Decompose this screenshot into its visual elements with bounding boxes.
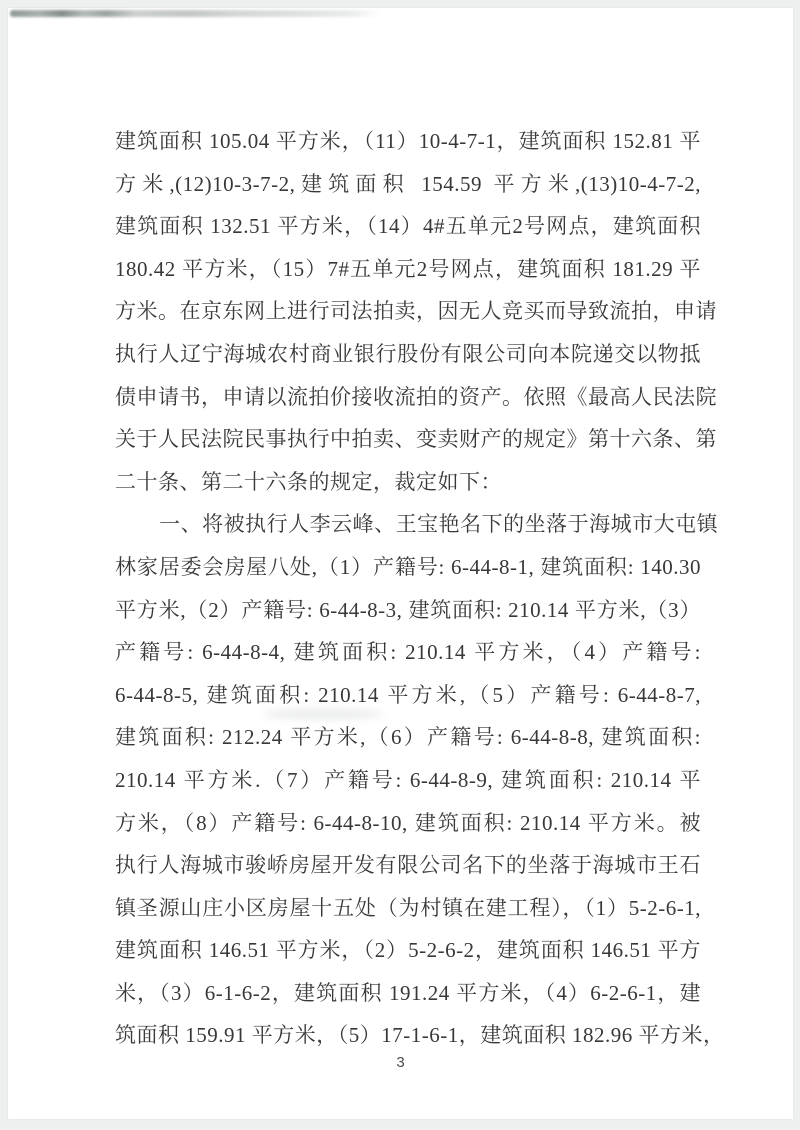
text-line: 产籍号: 6-44-8-4, 建筑面积: 210.14 平方米，（4）产籍号: [115,640,701,665]
page-number: 3 [396,1054,405,1071]
text-line: 方米。在京东网上进行司法拍卖，因无人竞买而导致流拍，申请 [115,299,717,324]
text-line: 建筑面积 146.51 平方米，（2）5-2-6-2，建筑面积 146.51 平方 [115,938,701,963]
text-line: 林家居委会房屋八处,（1）产籍号: 6-44-8-1, 建筑面积: 140.30 [115,554,701,579]
scan-smudge-artifact [10,10,380,17]
text-line: 执行人海城市骏峤房屋开发有限公司名下的坐落于海城市王石 [115,853,701,878]
text-line: 平方米,（2）产籍号: 6-44-8-3, 建筑面积: 210.14 平方米,（3） [115,597,701,622]
text-line: 建筑面积 132.51 平方米，（14）4#五单元2号网点，建筑面积 [115,214,701,239]
document-page [8,8,793,1119]
text-line: 二十条、第二十六条的规定，裁定如下： [115,469,502,494]
text-line: 方米,(12)10-3-7-2,建筑面积 154.59 平方米,(13)10-4-7-2, [115,171,701,196]
text-line: 一、将被执行人李云峰、王宝艳名下的坐落于海城市大屯镇 [159,512,719,537]
text-line: 债申请书，申请以流拍价接收流拍的资产。依照《最高人民法院 [115,384,717,409]
text-line: 6-44-8-5, 建筑面积: 210.14 平方米,（5）产籍号: 6-44-8-7, [115,682,701,707]
document-body [115,120,725,1057]
text-line: 建筑面积 105.04 平方米，（11）10-4-7-1，建筑面积 152.81 平 [115,129,701,153]
text-line: 方米，（8）产籍号: 6-44-8-10, 建筑面积: 210.14 平方米。被 [115,810,701,835]
text-line: 筑面积 159.91 平方米，（5）17-1-6-1，建筑面积 182.96 平方米， [115,1023,725,1048]
text-line: 210.14 平方米.（7）产籍号: 6-44-8-9, 建筑面积: 210.14 平 [115,767,701,792]
text-line: 建筑面积: 212.24 平方米,（6）产籍号: 6-44-8-8, 建筑面积: [115,725,701,750]
text-line: 镇圣源山庄小区房屋十五处（为村镇在建工程），（1）5-2-6-1, [115,895,701,920]
text-line: 关于人民法院民事执行中拍卖、变卖财产的规定》第十六条、第 [115,427,717,452]
text-line: 米，（3）6-1-6-2，建筑面积 191.24 平方米，（4）6-2-6-1，建 [115,980,701,1005]
text-line: 执行人辽宁海城农村商业银行股份有限公司向本院递交以物抵 [115,341,701,366]
text-line: 180.42 平方米，（15）7#五单元2号网点，建筑面积 181.29 平 [115,256,701,281]
